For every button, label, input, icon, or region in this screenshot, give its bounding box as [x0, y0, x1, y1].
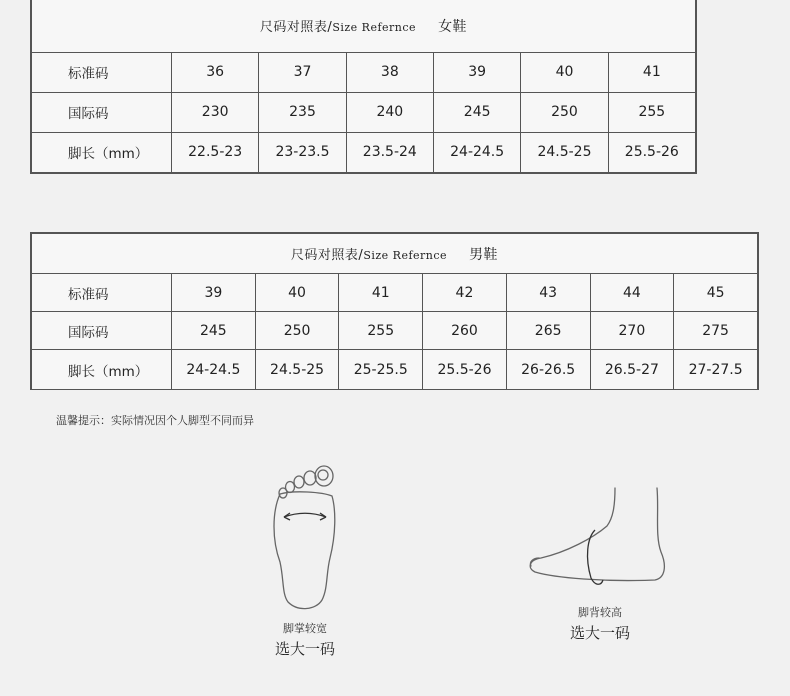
table-cell: 275: [674, 312, 758, 350]
table-cell: 255: [608, 92, 695, 132]
table-cell: 38: [346, 52, 433, 92]
men-size-table: [30, 232, 759, 390]
table-cell: 245: [172, 312, 256, 350]
women-table-title: 尺码对照表/Size Refernce 女鞋: [32, 0, 696, 52]
table-cell: 25-25.5: [339, 350, 423, 390]
table-cell: 44: [590, 274, 674, 312]
table-cell: 27-27.5: [674, 350, 758, 390]
table-cell: 255: [339, 312, 423, 350]
table-cell: 230: [172, 92, 259, 132]
table-cell: 37: [259, 52, 346, 92]
table-cell: 23.5-24: [346, 132, 433, 172]
women-shoe-type: 女鞋: [438, 18, 468, 35]
table-cell: 25.5-26: [608, 132, 695, 172]
table-cell: 24.5-25: [521, 132, 608, 172]
table-cell: 22.5-23: [172, 132, 259, 172]
table-cell: 240: [346, 92, 433, 132]
table-cell: 24.5-25: [255, 350, 339, 390]
wide-foot-figure: [250, 462, 360, 659]
table-cell: 45: [674, 274, 758, 312]
women-size-table: [30, 0, 697, 174]
table-cell: 23-23.5: [259, 132, 346, 172]
left-caption-big: 选大一码: [274, 640, 335, 658]
foot-sole-icon: [250, 462, 360, 612]
left-caption-small: 脚掌较宽: [283, 622, 327, 635]
table-cell: 260: [423, 312, 507, 350]
table-cell: 270: [590, 312, 674, 350]
row-label-standard: 标准码: [32, 52, 172, 92]
row-label-standard: 标准码: [32, 274, 172, 312]
right-caption-small: 脚背较高: [578, 606, 622, 619]
tip-note: 温馨提示：实际情况因个人脚型不同而异: [56, 414, 254, 427]
table-cell: 24-24.5: [172, 350, 256, 390]
right-caption-big: 选大一码: [569, 624, 630, 642]
table-cell: 245: [433, 92, 520, 132]
men-table-title: 尺码对照表/Size Refernce 男鞋: [32, 234, 758, 274]
table-cell: 41: [339, 274, 423, 312]
table-cell: 43: [506, 274, 590, 312]
table-cell: 250: [521, 92, 608, 132]
row-label-foot-length: 脚长（mm）: [32, 132, 172, 172]
table-cell: 26-26.5: [506, 350, 590, 390]
table-cell: 25.5-26: [423, 350, 507, 390]
row-label-international: 国际码: [32, 312, 172, 350]
table-cell: 235: [259, 92, 346, 132]
table-cell: 26.5-27: [590, 350, 674, 390]
row-label-foot-length: 脚长（mm）: [32, 350, 172, 390]
table-cell: 24-24.5: [433, 132, 520, 172]
table-cell: 40: [255, 274, 339, 312]
table-cell: 40: [521, 52, 608, 92]
table-cell: 250: [255, 312, 339, 350]
table-cell: 39: [172, 274, 256, 312]
row-label-international: 国际码: [32, 92, 172, 132]
table-cell: 36: [172, 52, 259, 92]
foot-side-icon: [515, 486, 685, 596]
high-instep-figure: [515, 486, 685, 643]
table-cell: 265: [506, 312, 590, 350]
men-shoe-type: 男鞋: [469, 246, 499, 263]
table-cell: 41: [608, 52, 695, 92]
table-cell: 42: [423, 274, 507, 312]
table-cell: 39: [433, 52, 520, 92]
